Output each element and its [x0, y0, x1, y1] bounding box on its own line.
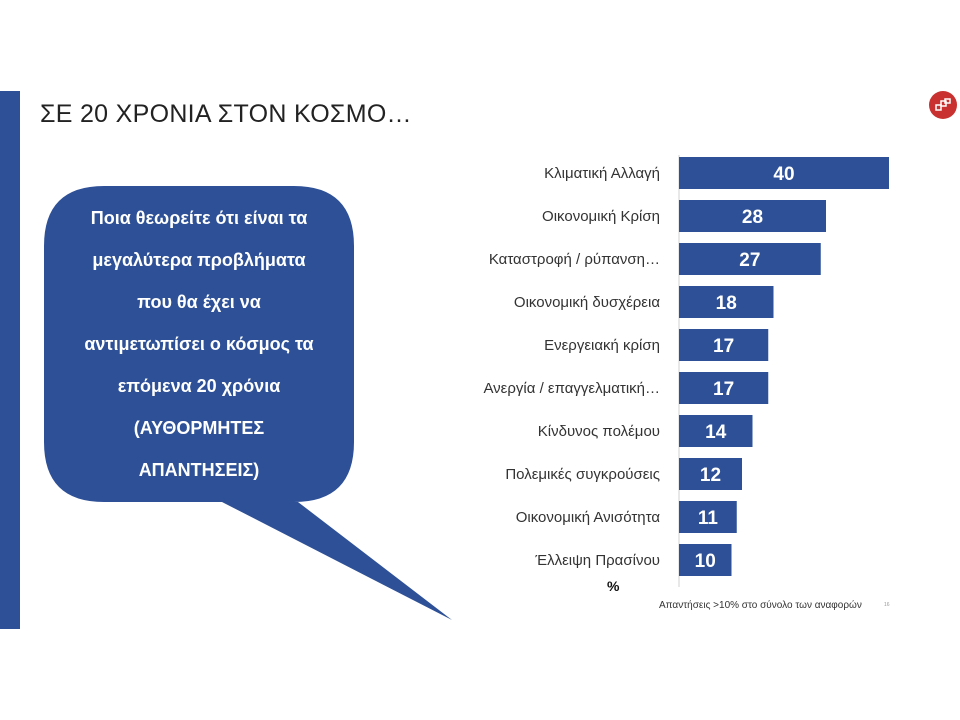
question-line-3: που θα έχει να — [137, 292, 261, 312]
bar-value-label-3: 18 — [715, 293, 737, 314]
category-label-0: Κλιματική Αλλαγή — [544, 165, 660, 182]
category-label-3: Οικονομική δυσχέρεια — [513, 294, 660, 311]
question-line-4: αντιμετωπίσει ο κόσμος τα — [84, 334, 314, 354]
category-label-4: Ενεργειακή κρίση — [544, 337, 660, 354]
category-label-6: Κίνδυνος πολέμου — [537, 423, 660, 440]
question-line-6: (ΑΥΘΟΡΜΗΤΕΣ — [133, 418, 265, 438]
question-line-2: μεγαλύτερα προβλήματα — [92, 250, 306, 270]
bar-value-label-0: 40 — [773, 164, 795, 185]
page-number: 16 — [884, 602, 890, 608]
bar-value-label-5: 17 — [713, 379, 735, 400]
category-label-9: Έλλειψη Πρασίνου — [535, 552, 660, 569]
bar-value-label-4: 17 — [713, 336, 735, 357]
bar-value-label-6: 14 — [705, 422, 727, 443]
bar-value-label-8: 11 — [697, 508, 718, 529]
bar-value-label-7: 12 — [699, 465, 722, 486]
question-line-1: Ποια θεωρείτε ότι είναι τα — [90, 208, 308, 228]
bar-value-label-9: 10 — [694, 551, 716, 572]
bar-value-label-1: 28 — [741, 207, 764, 228]
category-label-8: Οικονομική Ανισότητα — [515, 509, 660, 526]
unit-label: % — [607, 578, 620, 594]
category-label-7: Πολεμικές συγκρούσεις — [505, 466, 660, 483]
category-label-5: Ανεργία / επαγγελματική… — [483, 380, 660, 397]
category-label-2: Καταστροφή / ρύπανση… — [488, 251, 660, 268]
bar-value-label-2: 27 — [739, 250, 761, 271]
slide-title: ΣΕ 20 ΧΡΟΝΙΑ ΣΤΟΝ ΚΟΣΜΟ… — [40, 100, 412, 128]
category-label-1: Οικονομική Κρίση — [542, 208, 660, 225]
footnote: Απαντήσεις >10% στο σύνολο των αναφορών — [659, 600, 862, 611]
question-line-7: ΑΠΑΝΤΗΣΕΙΣ) — [138, 460, 260, 480]
question-line-5: επόμενα 20 χρόνια — [117, 376, 281, 396]
